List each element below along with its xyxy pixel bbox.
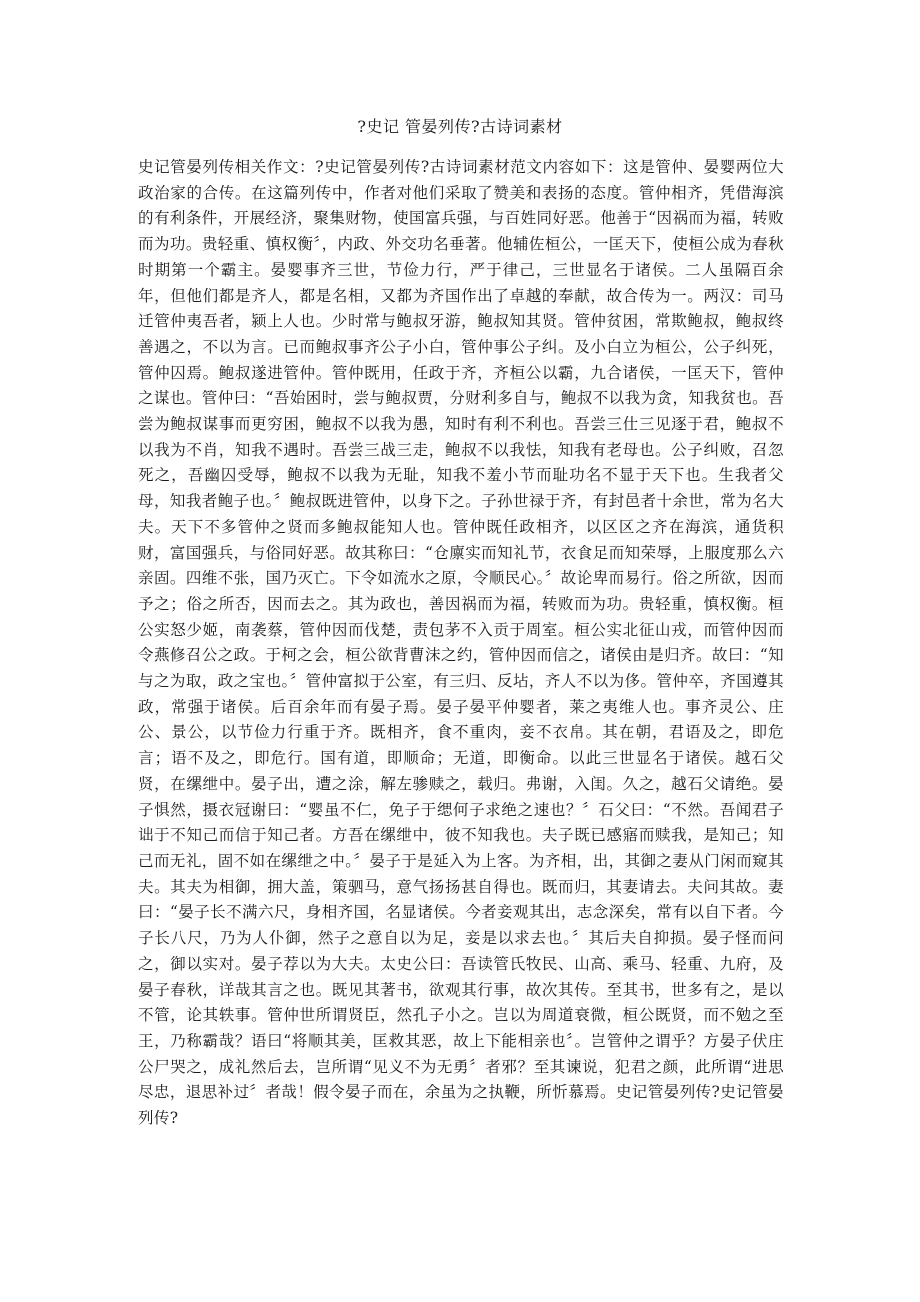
document-body: 史记管晏列传相关作文：?史记管晏列传?古诗词素材范文内容如下：这是管仲、晏婴两位大政治家的合传。在这篇列传中，作者对他们采取了赞美和表扬的态度。管仲相齐，凭借海滨的有利条件，开展经济，聚集财物，使国富兵强，与百姓同好恶。他善于“因祸而为福，转败而为功。贵轻重、慎权衡〞，内政、外交功名垂著。他辅佐桓公，一匡天下，使桓公成为春秋时期第一个霸主。晏婴事齐三世，节俭力行，严于律己，三世显名于诸侯。二人虽隔百余年，但他们都是齐人，都是名相，又都为齐国作出了卓越的奉献，故合传为一。两汉：司马迁管仲夷吾者，颍上人也。少时常与鲍叔牙游，鲍叔知其贤。管仲贫困，常欺鲍叔，鲍叔终善遇之，不以为言。已而鲍叔事齐公子小白，管仲事公子纠。及小白立为桓公，公子纠死，管仲囚焉。鲍叔遂进管仲。管仲既用，任政于齐，齐桓公以霸，九合诸侯，一匡天下，管仲之谋也。管仲曰：“吾始困时，尝与鲍叔贾，分财利多自与，鲍叔不以我为贪，知我贫也。吾尝为鲍叔谋事而更穷困，鲍叔不以我为愚，知时有利不利也。吾尝三仕三见逐于君，鲍叔不以我为不肖，知我不遇时。吾尝三战三走，鲍叔不以我怯，知我有老母也。公子纠败，召忽死之，吾幽囚受辱，鲍叔不以我为无耻，知我不羞小节而耻功名不显于天下也。生我者父母，知我者鲍子也。〞鲍叔既进管仲，以身下之。子孙世禄于齐，有封邑者十余世，常为名大夫。天下不多管仲之贤而多鲍叔能知人也。管仲既任政相齐，以区区之齐在海滨，通货积财，富国强兵，与俗同好恶。故其称曰：“仓廪实而知礼节，衣食足而知荣辱，上服度那么六亲固。四维不张，国乃灭亡。下令如流水之原，令顺民心。〞故论卑而易行。俗之所欲，因而予之；俗之所否，因而去之。其为政也，善因祸而为福，转败而为功。贵轻重，慎权衡。桓公实怒少姬，南袭蔡，管仲因而伐楚，责包茅不入贡于周室。桓公实北征山戎，而管仲因而令燕修召公之政。于柯之会，桓公欲背曹沫之约，管仲因而信之，诸侯由是归齐。故曰：“知与之为取，政之宝也。〞管仲富拟于公室，有三归、反坫，齐人不以为侈。管仲卒，齐国遵其政，常强于诸侯。后百余年而有晏子焉。晏子晏平仲婴者，莱之夷维人也。事齐灵公、庄公、景公，以节俭力行重于齐。既相齐，食不重肉，妾不衣帛。其在朝，君语及之，即危言；语不及之，即危行。国有道，即顺命；无道，即衡命。以此三世显名于诸侯。越石父贤，在缧绁中。晏子出，遭之涂，解左骖赎之，载归。弗谢，入闺。久之，越石父请绝。晏子惧然，摄衣冠谢曰：“婴虽不仁，免子于缌何子求绝之速也？〞石父曰：“不然。吾闻君子诎于不知己而信于知己者。方吾在缧绁中，彼不知我也。夫子既已感寤而赎我，是知己；知己而无礼，固不如在缧绁之中。〞晏子于是延入为上客。为齐相，出，其御之妻从门闲而窥其夫。其夫为相御，拥大盖，策驷马，意气扬扬甚自得也。既而归，其妻请去。夫问其故。妻曰：“晏子长不满六尺，身相齐国，名显诸侯。今者妾观其出，志念深矣，常有以自下者。今子长八尺，乃为人仆御，然子之意自以为足，妾是以求去也。〞其后夫自抑损。晏子怪而问之，御以实对。晏子荐以为大夫。太史公曰：吾读管氏牧民、山高、乘马、轻重、九府，及晏子春秋，详哉其言之也。既见其著书，欲观其行事，故次其传。至其书，世多有之，是以不管，论其轶事。管仲世所谓贤臣，然孔子小之。岂以为周道衰微，桓公既贤，而不勉之至王，乃称霸哉？语曰“将顺其美，匡救其恶，故上下能相亲也〞。岂管仲之谓乎？方晏子伏庄公尸哭之，成礼然后去，岂所谓“见义不为无勇〞者邪？至其谏说，犯君之颜，此所谓“进思尽忠，退思补过〞者哉！假令晏子而在，余虽为之执鞭，所忻慕焉。史记管晏列传?史记管晏列传? xyxy=(138,158,784,1128)
document-title: ?史记 管晏列传?古诗词素材 xyxy=(357,117,563,136)
